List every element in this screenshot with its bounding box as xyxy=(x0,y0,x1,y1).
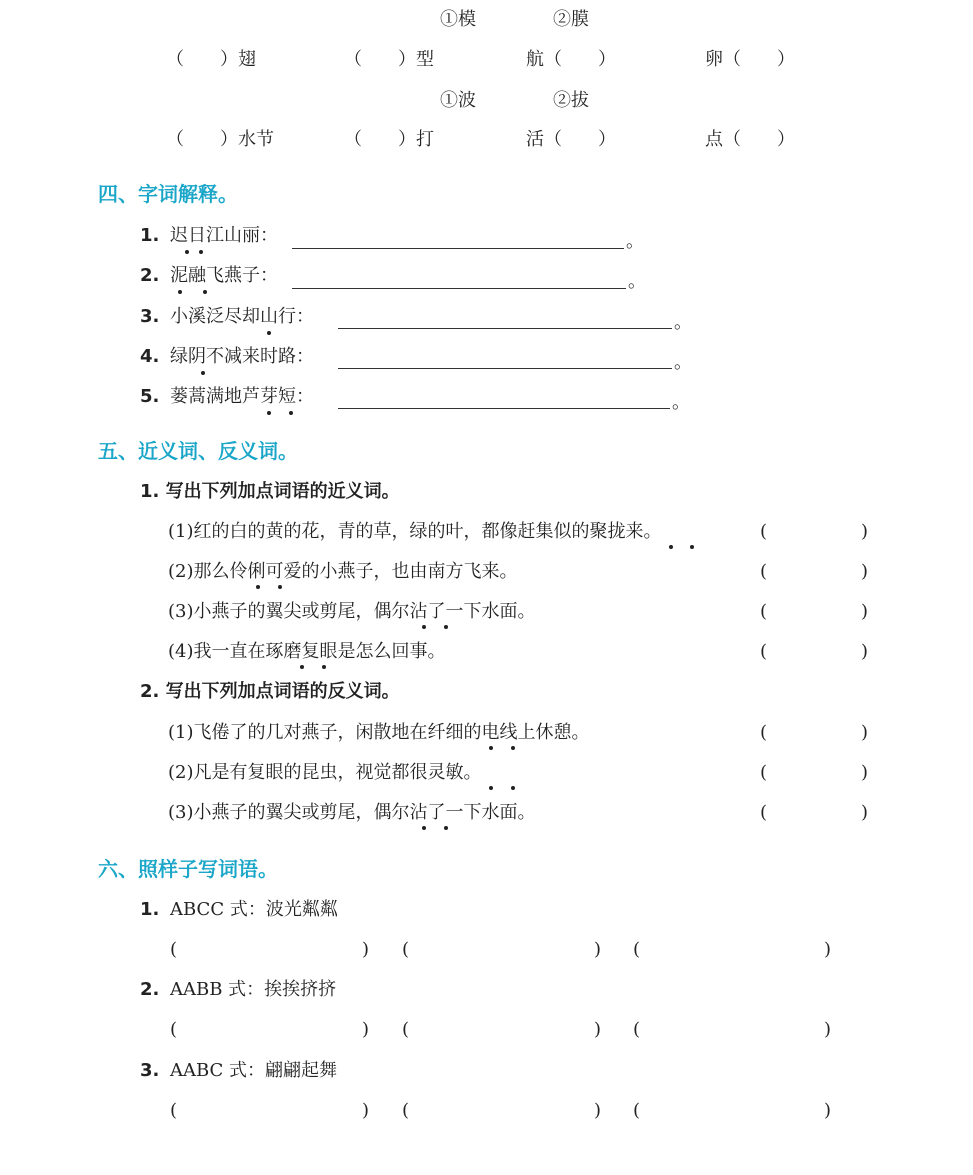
item-text: 小溪泛尽却山行： xyxy=(170,306,314,327)
paren-close: ) xyxy=(824,939,832,960)
paren-open: ( xyxy=(760,561,768,582)
question-heading: 2. 写出下列加点词语的反义词。 xyxy=(140,681,400,702)
paren-close: ) xyxy=(362,1100,370,1121)
emphasis-dot xyxy=(444,625,448,629)
choice-1: ①模 xyxy=(440,9,476,30)
emphasis-dot xyxy=(289,411,293,415)
emphasis-dot xyxy=(489,786,493,790)
section-title: 五、近义词、反义词。 xyxy=(98,439,298,463)
period: 。 xyxy=(672,392,690,413)
emphasis-dot xyxy=(300,665,304,669)
choice-2: ②拔 xyxy=(553,90,589,111)
paren-open: ( xyxy=(170,1100,178,1121)
emphasis-dot xyxy=(201,371,205,375)
emphasis-dot xyxy=(422,826,426,830)
paren-close: ) xyxy=(861,802,869,823)
fill-item: （ ）水节 xyxy=(166,129,274,150)
item-text: 绿阴不减来时路： xyxy=(170,346,314,367)
emphasis-dot xyxy=(444,826,448,830)
section-title: 六、照样子写词语。 xyxy=(98,857,278,881)
emphasis-dot xyxy=(178,290,182,294)
period: 。 xyxy=(628,271,646,292)
sentence-item: (1)飞倦了的几对燕子，闲散地在纤细的电线上休憩。 xyxy=(168,722,590,743)
item-number: 2. xyxy=(140,979,160,1000)
paren-close: ) xyxy=(594,939,602,960)
paren-close: ) xyxy=(861,561,869,582)
answer-line[interactable] xyxy=(338,368,672,369)
paren-open: ( xyxy=(760,521,768,542)
paren-close: ) xyxy=(861,601,869,622)
paren-close: ) xyxy=(861,762,869,783)
choice-1: ①波 xyxy=(440,90,476,111)
question-heading: 1. 写出下列加点词语的近义词。 xyxy=(140,481,400,502)
period: 。 xyxy=(674,352,692,373)
sentence-item: (3)小燕子的翼尖或剪尾，偶尔沾了一下水面。 xyxy=(168,601,536,622)
paren-open: ( xyxy=(760,722,768,743)
fill-item: （ ）翅 xyxy=(166,49,256,70)
paren-open: ( xyxy=(402,1019,410,1040)
item-number: 1. xyxy=(140,225,160,246)
paren-close: ) xyxy=(861,641,869,662)
item-number: 1. xyxy=(140,899,160,920)
emphasis-dot xyxy=(511,746,515,750)
fill-item: 卵（ ） xyxy=(705,49,795,70)
paren-close: ) xyxy=(362,1019,370,1040)
period: 。 xyxy=(626,231,644,252)
sentence-item: (2)那么伶俐可爱的小燕子，也由南方飞来。 xyxy=(168,561,518,582)
period: 。 xyxy=(674,312,692,333)
item-text: 蒌蒿满地芦芽短： xyxy=(170,386,314,407)
emphasis-dot xyxy=(256,585,260,589)
paren-open: ( xyxy=(633,939,641,960)
emphasis-dot xyxy=(322,665,326,669)
emphasis-dot xyxy=(511,786,515,790)
paren-close: ) xyxy=(594,1019,602,1040)
item-number: 3. xyxy=(140,306,160,327)
item-text: AABC 式：翩翩起舞 xyxy=(170,1060,338,1081)
sentence-item: (1)红的白的黄的花，青的草，绿的叶，都像赶集似的聚拢来。 xyxy=(168,521,662,542)
fill-item: （ ）型 xyxy=(344,49,434,70)
paren-open: ( xyxy=(170,1019,178,1040)
emphasis-dot xyxy=(267,331,271,335)
paren-close: ) xyxy=(362,939,370,960)
paren-close: ) xyxy=(824,1019,832,1040)
item-text: 泥融飞燕子： xyxy=(170,265,278,286)
sentence-item: (4)我一直在琢磨复眼是怎么回事。 xyxy=(168,641,446,662)
paren-close: ) xyxy=(824,1100,832,1121)
paren-close: ) xyxy=(861,521,869,542)
emphasis-dot xyxy=(690,545,694,549)
sentence-item: (3)小燕子的翼尖或剪尾，偶尔沾了一下水面。 xyxy=(168,802,536,823)
fill-item: 航（ ） xyxy=(526,49,616,70)
paren-open: ( xyxy=(170,939,178,960)
emphasis-dot xyxy=(203,290,207,294)
emphasis-dot xyxy=(199,250,203,254)
item-text: ABCC 式：波光粼粼 xyxy=(170,899,338,920)
item-number: 3. xyxy=(140,1060,160,1081)
answer-line[interactable] xyxy=(338,328,672,329)
fill-item: （ ）打 xyxy=(344,129,434,150)
paren-open: ( xyxy=(402,1100,410,1121)
emphasis-dot xyxy=(422,625,426,629)
paren-open: ( xyxy=(633,1100,641,1121)
answer-line[interactable] xyxy=(292,248,624,249)
choice-2: ②膜 xyxy=(553,9,589,30)
paren-open: ( xyxy=(760,641,768,662)
paren-open: ( xyxy=(402,939,410,960)
paren-open: ( xyxy=(633,1019,641,1040)
answer-line[interactable] xyxy=(338,408,670,409)
paren-close: ) xyxy=(594,1100,602,1121)
item-number: 5. xyxy=(140,386,160,407)
fill-item: 活（ ） xyxy=(526,129,616,150)
answer-line[interactable] xyxy=(292,288,626,289)
emphasis-dot xyxy=(185,250,189,254)
sentence-item: (2)凡是有复眼的昆虫，视觉都很灵敏。 xyxy=(168,762,482,783)
emphasis-dot xyxy=(278,585,282,589)
item-text: 迟日江山丽： xyxy=(170,225,278,246)
paren-close: ) xyxy=(861,722,869,743)
paren-open: ( xyxy=(760,601,768,622)
emphasis-dot xyxy=(489,746,493,750)
item-number: 4. xyxy=(140,346,160,367)
paren-open: ( xyxy=(760,802,768,823)
paren-open: ( xyxy=(760,762,768,783)
fill-item: 点（ ） xyxy=(705,129,795,150)
item-number: 2. xyxy=(140,265,160,286)
section-title: 四、字词解释。 xyxy=(98,182,238,206)
emphasis-dot xyxy=(669,545,673,549)
item-text: AABB 式：挨挨挤挤 xyxy=(170,979,337,1000)
emphasis-dot xyxy=(267,411,271,415)
